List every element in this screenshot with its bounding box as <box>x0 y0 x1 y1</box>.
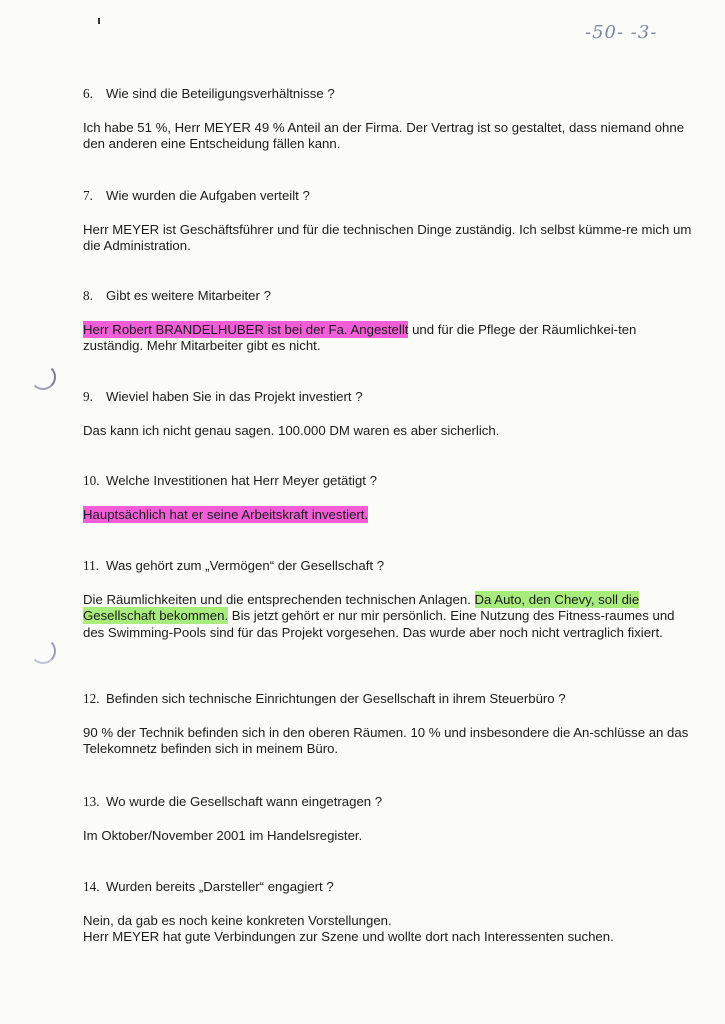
qa-item-6 <box>83 86 693 153</box>
answer: 90 % der Technik befinden sich in den oberen Räumen. 10 % und insbesondere die An-schlüsse an das Telekomnetz befinden sich in meinem Büro. <box>83 724 689 756</box>
answer: Herr MEYER ist Geschäftsführer und für die technischen Dinge zuständig. Ich selbst kümme-re mich um die Administration. <box>83 221 692 253</box>
question: 10. Welche Investitionen hat Herr Meyer getätigt ? <box>83 473 377 488</box>
highlighted-text: Herr Robert BRANDELHUBER ist bei der Fa. Angestellt <box>83 321 409 337</box>
answer: Die Räumlichkeiten und die entsprechenden technischen Anlagen. Da Auto, den Chevy, soll die Gesellschaft bekommen. Bis jetzt gehört er nur mir persönlich. Eine Nutzung des Fitness-raumes und des Swimming-Pools sind für das Projekt vorgesehen. Das wurde aber noch nicht vertraglich fixiert. <box>83 591 675 640</box>
punch-hole-mark-icon <box>30 638 56 664</box>
highlighted-text: Hauptsächlich hat er seine Arbeitskraft investiert. <box>83 506 369 522</box>
qa-item-13 <box>83 794 693 844</box>
qa-item-14 <box>83 879 693 946</box>
question: 13. Wo wurde die Gesellschaft wann eingetragen ? <box>83 794 383 809</box>
question: 12. Befinden sich technische Einrichtungen der Gesellschaft in ihrem Steuerbüro ? <box>83 691 566 706</box>
qa-item-12 <box>83 691 693 758</box>
question: 9. Wieviel haben Sie in das Projekt investiert ? <box>83 389 363 404</box>
answer: Das kann ich nicht genau sagen. 100.000 DM waren es aber sicherlich. <box>83 422 500 438</box>
answer: Herr Robert BRANDELHUBER ist bei der Fa. Angestellt und für die Pflege der Räumlichkei-ten zuständig. Mehr Mitarbeiter gibt es nicht. <box>83 321 637 353</box>
highlighted-text: Da Auto, den Chevy, soll die Gesellschaft bekommen. <box>83 591 640 623</box>
qa-item-8 <box>83 288 693 355</box>
question: 14. Wurden bereits „Darsteller“ engagiert ? <box>83 879 334 894</box>
qa-item-9 <box>83 389 693 439</box>
answer: Ich habe 51 %, Herr MEYER 49 % Anteil an der Firma. Der Vertrag ist so gestaltet, dass niemand ohne den anderen eine Entscheidung fällen kann. <box>83 119 685 151</box>
answer: Nein, da gab es noch keine konkreten Vorstellungen. <box>83 912 392 928</box>
answer: Herr MEYER hat gute Verbindungen zur Szene und wollte dort nach Interessenten suchen. <box>83 929 614 944</box>
qa-item-7 <box>83 188 693 255</box>
handwritten-page-number: -50- -3- <box>585 22 658 43</box>
answer <box>83 507 693 524</box>
qa-item-11 <box>83 558 693 641</box>
qa-item-10 <box>83 473 693 523</box>
ink-mark <box>98 18 100 24</box>
answer: Im Oktober/November 2001 im Handelsregister. <box>83 827 363 843</box>
question: 6. Wie sind die Beteiligungsverhältnisse ? <box>83 86 335 101</box>
question: 11. Was gehört zum „Vermögen“ der Gesellschaft ? <box>83 558 385 573</box>
question: 8. Gibt es weitere Mitarbeiter ? <box>83 288 271 303</box>
question: 7. Wie wurden die Aufgaben verteilt ? <box>83 188 310 203</box>
punch-hole-mark-icon <box>30 364 56 390</box>
